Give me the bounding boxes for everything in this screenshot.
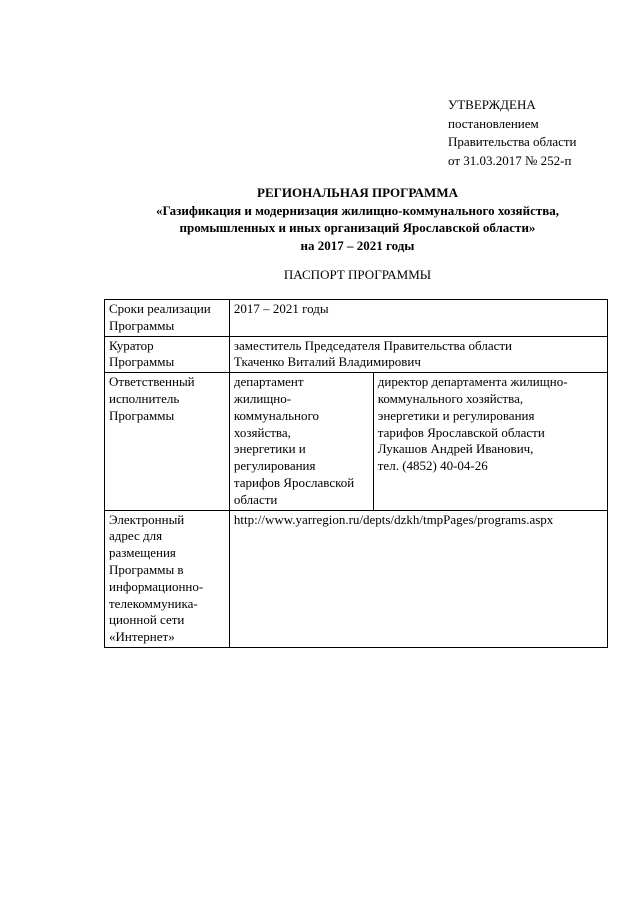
program-title-line3: промышленных и иных организаций Ярославской области» bbox=[179, 220, 536, 235]
table-row-responsible bbox=[105, 373, 608, 510]
row-label-duration: Сроки реализации Программы bbox=[105, 300, 230, 337]
program-title-line2: «Газификация и модернизация жилищно-коммунального хозяйства, bbox=[155, 202, 560, 218]
program-title-line4: на 2017 – 2021 годы bbox=[300, 237, 415, 253]
table-row-duration bbox=[105, 300, 608, 337]
table-row-curator bbox=[105, 336, 608, 373]
passport-table bbox=[104, 299, 608, 648]
program-title-line1: РЕГИОНАЛЬНАЯ ПРОГРАММА bbox=[257, 185, 458, 200]
approval-by: постановлением bbox=[448, 115, 539, 131]
approval-status: УТВЕРЖДЕНА bbox=[448, 97, 536, 112]
program-url: http://www.yarregion.ru/depts/dzkh/tmpPages/programs.aspx bbox=[233, 511, 554, 527]
approval-stamp bbox=[448, 96, 577, 170]
row-label-web-address: Электронный адрес для размещения Программы в информационно- телекоммуника- ционной сети «Интернет» bbox=[105, 510, 230, 647]
approval-date-number: от 31.03.2017 № 252-п bbox=[448, 152, 572, 168]
row-label-responsible: Ответственный исполнитель Программы bbox=[105, 373, 230, 510]
row-value-web-address bbox=[229, 510, 607, 647]
row-value-duration: 2017 – 2021 годы bbox=[229, 300, 607, 337]
row-value-contact: директор департамента жилищно- коммунального хозяйства, энергетики и регулирования тарифов Ярославской области Лукашов Андрей Иванович, тел. (4852) 40-04-26 bbox=[373, 373, 607, 510]
row-label-curator: Куратор Программы bbox=[105, 336, 230, 373]
passport-heading: ПАСПОРТ ПРОГРАММЫ bbox=[283, 267, 432, 282]
table-row-web-address bbox=[105, 510, 608, 647]
program-title bbox=[100, 184, 615, 254]
row-value-department: департамент жилищно- коммунального хозяйства, энергетики и регулирования тарифов Ярославской области bbox=[229, 373, 373, 510]
approval-authority: Правительства области bbox=[448, 134, 577, 149]
row-value-curator: заместитель Председателя Правительства области Ткаченко Виталий Владимирович bbox=[229, 336, 607, 373]
